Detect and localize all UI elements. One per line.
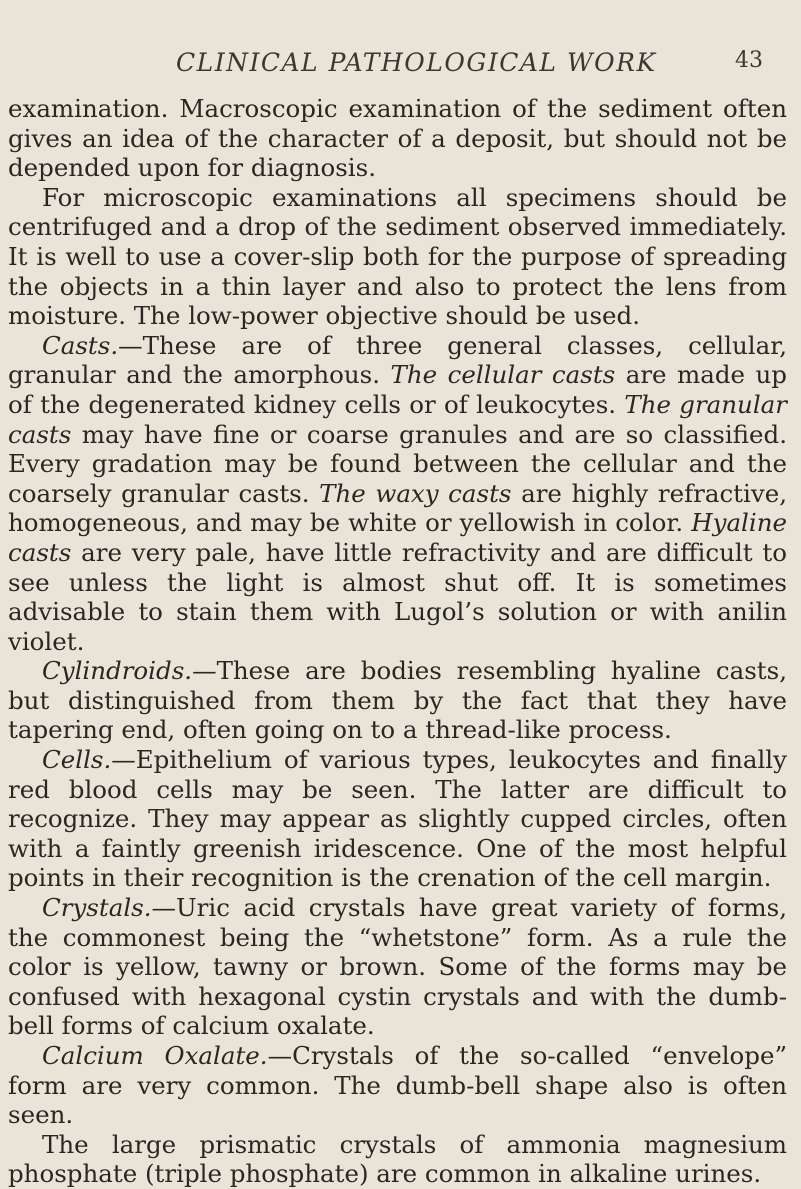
- run-in-heading: Cells.: [42, 745, 112, 775]
- run-in-heading: Crystals.: [42, 893, 152, 923]
- body-text: [8, 94, 787, 1189]
- paragraph-microscopic: [8, 183, 787, 331]
- paragraph-text: are highly refractive, homogeneous, and may be white or yellowish in color.: [8, 478, 787, 538]
- italic-term: The cellular casts: [390, 360, 616, 390]
- paragraph-text: The large prismatic crystals of ammonia magnesium phosphate (triple phosphate) are common in alkaline urines.: [8, 1129, 787, 1189]
- paragraph-text: —Uric acid crystals have great variety of forms, the commonest being the “whetstone” form. As a rule the color is yellow, tawny or brown. Some of the forms may be confused with hexagonal cystin crystals and with the dumb-bell forms of calcium oxalate.: [8, 893, 787, 1041]
- paragraph-continuation: [8, 94, 787, 183]
- italic-term: The waxy casts: [319, 478, 512, 508]
- paragraph-crystals: [8, 893, 787, 1041]
- paragraph-text: are made up of the degenerated kidney cells or of leukocytes.: [8, 360, 787, 419]
- run-in-heading: Calcium Oxalate.: [42, 1041, 268, 1070]
- paragraph-casts: [8, 331, 787, 657]
- paragraph-cylindroids: [8, 656, 787, 745]
- page-number: 43: [735, 48, 763, 73]
- running-title: CLINICAL PATHOLOGICAL WORK: [176, 48, 657, 77]
- paragraph-text: examination. Macroscopic examination of the sediment often gives an idea of the character of a deposit, but should not be depended upon for diagnosis.: [8, 94, 787, 183]
- run-in-heading: Cylindroids.: [42, 656, 193, 686]
- italic-term: The granular casts: [8, 389, 787, 449]
- paragraph-calcium-oxalate: [8, 1041, 787, 1130]
- paragraph-text: —These are bodies resembling hyaline casts, but distinguished from them by the fact that they have tapering end, often going on to a thread-like process.: [8, 656, 787, 745]
- paragraph-cells: [8, 745, 787, 893]
- italic-term: Hyaline casts: [8, 508, 787, 567]
- paragraph-triple-phosphate: [8, 1130, 787, 1189]
- run-in-heading: Casts.: [42, 330, 119, 360]
- running-head: [8, 0, 787, 90]
- paragraph-text: are very pale, have little refractivity and are difficult to see unless the light is almost shut off. It is sometimes advisable to stain them with Lugol’s solution or with anilin violet.: [8, 537, 787, 656]
- paragraph-text: may have fine or coarse granules and are so classified. Every gradation may be found between the cellular and the coarsely granular casts.: [8, 419, 787, 508]
- paragraph-text: —Epithelium of various types, leukocytes and finally red blood cells may be seen. The latter are difficult to recognize. They may appear as slightly cupped circles, often with a faintly greenish iridescence. One of the most helpful points in their recognition is the crenation of the cell margin.: [8, 745, 787, 893]
- paragraph-text: —Crystals of the so-called “envelope” form are very common. The dumb-bell shape also is often seen.: [8, 1041, 787, 1130]
- paragraph-text: For microscopic examinations all specimens should be centrifuged and a drop of the sediment observed immediately. It is well to use a cover-slip both for the purpose of spreading the objects in a thin layer and also to protect the lens from moisture. The low-power objective should be used.: [8, 182, 787, 331]
- paragraph-text: —These are of three general classes, cellular, granular and the amorphous.: [8, 330, 787, 390]
